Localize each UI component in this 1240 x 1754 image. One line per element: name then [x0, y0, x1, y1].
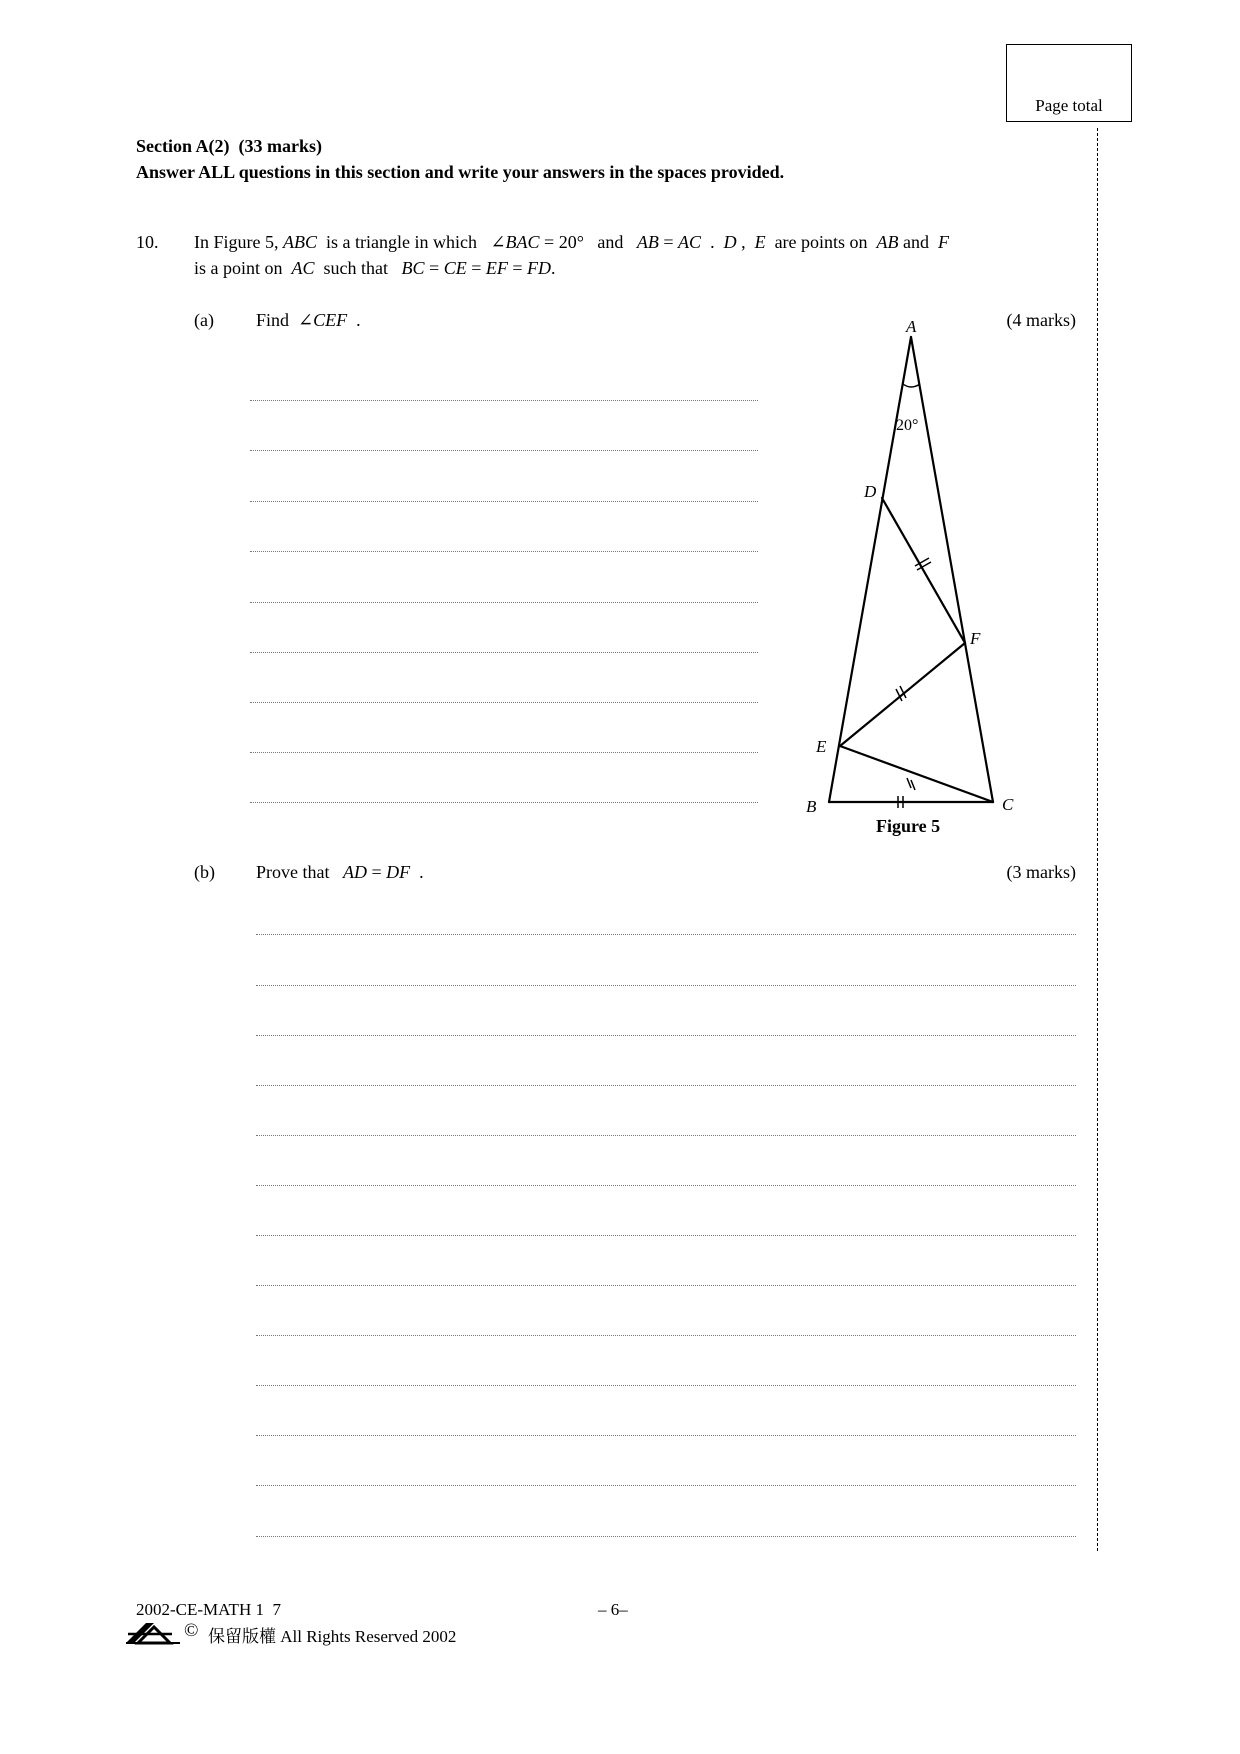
part-a-marks: (4 marks)	[1006, 310, 1076, 330]
answer-line-a[interactable]	[250, 702, 758, 703]
answer-line-b[interactable]	[256, 934, 1076, 935]
angle-label-20: 20°	[896, 417, 919, 434]
hkeaa-logo	[124, 1621, 182, 1645]
copyright-icon: ©	[184, 1620, 199, 1641]
segment-ec	[840, 746, 993, 802]
section-instruction: Answer ALL questions in this section and write your answers in the spaces provided.	[136, 162, 785, 182]
question-text-line-2: is a point on AC such that BC = CE = EF = FD.	[194, 258, 556, 278]
answer-line-b[interactable]	[256, 1485, 1076, 1486]
answer-line-a[interactable]	[250, 551, 758, 552]
answer-line-b[interactable]	[256, 1135, 1076, 1136]
margin-dashed-line	[1097, 128, 1098, 1551]
figure-5-diagram	[780, 300, 1040, 860]
answer-line-b[interactable]	[256, 1335, 1076, 1336]
vertex-label-b: B	[806, 797, 817, 816]
answer-line-a[interactable]	[250, 501, 758, 502]
vertex-label-d: D	[864, 482, 877, 501]
question-number: 10.	[136, 232, 159, 252]
answer-line-b[interactable]	[256, 1285, 1076, 1286]
footer-page-number: – 6–	[598, 1600, 628, 1619]
answer-line-b[interactable]	[256, 1235, 1076, 1236]
part-a-text: Find ∠CEF .	[256, 310, 361, 330]
part-b-label: (b)	[194, 862, 215, 882]
tick-mark-ec	[907, 778, 911, 788]
footer-copyright: 保留版權 All Rights Reserved 2002	[208, 1627, 457, 1646]
answer-line-b[interactable]	[256, 1435, 1076, 1436]
answer-line-b[interactable]	[256, 1385, 1076, 1386]
angle-arc-a	[903, 384, 920, 387]
footer-paper-code: 2002-CE-MATH 1 7	[136, 1600, 281, 1619]
answer-line-a[interactable]	[250, 652, 758, 653]
vertex-label-a: A	[906, 317, 917, 336]
part-b-marks: (3 marks)	[1006, 862, 1076, 882]
answer-line-b[interactable]	[256, 1536, 1076, 1537]
segment-fe	[840, 643, 965, 746]
vertex-label-f: F	[970, 629, 981, 648]
part-b-text: Prove that AD = DF .	[256, 862, 424, 882]
section-title: Section A(2) (33 marks)	[136, 136, 322, 156]
answer-line-b[interactable]	[256, 985, 1076, 986]
answer-line-b[interactable]	[256, 1085, 1076, 1086]
side-ab	[829, 337, 911, 802]
answer-line-b[interactable]	[256, 1185, 1076, 1186]
page-total-label: Page total	[1035, 96, 1103, 115]
vertex-label-e: E	[816, 737, 827, 756]
answer-line-b[interactable]	[256, 1035, 1076, 1036]
answer-line-a[interactable]	[250, 802, 758, 803]
answer-line-a[interactable]	[250, 752, 758, 753]
figure-caption: Figure 5	[876, 816, 941, 836]
answer-line-a[interactable]	[250, 450, 758, 451]
answer-line-a[interactable]	[250, 602, 758, 603]
part-a-label: (a)	[194, 310, 214, 330]
answer-line-a[interactable]	[250, 400, 758, 401]
tick-mark-ec	[911, 780, 915, 790]
vertex-label-c: C	[1002, 795, 1014, 814]
question-text-line-1: In Figure 5, ABC is a triangle in which ∠BAC = 20° and AB = AC . D , E are points on AB and F	[194, 232, 950, 252]
